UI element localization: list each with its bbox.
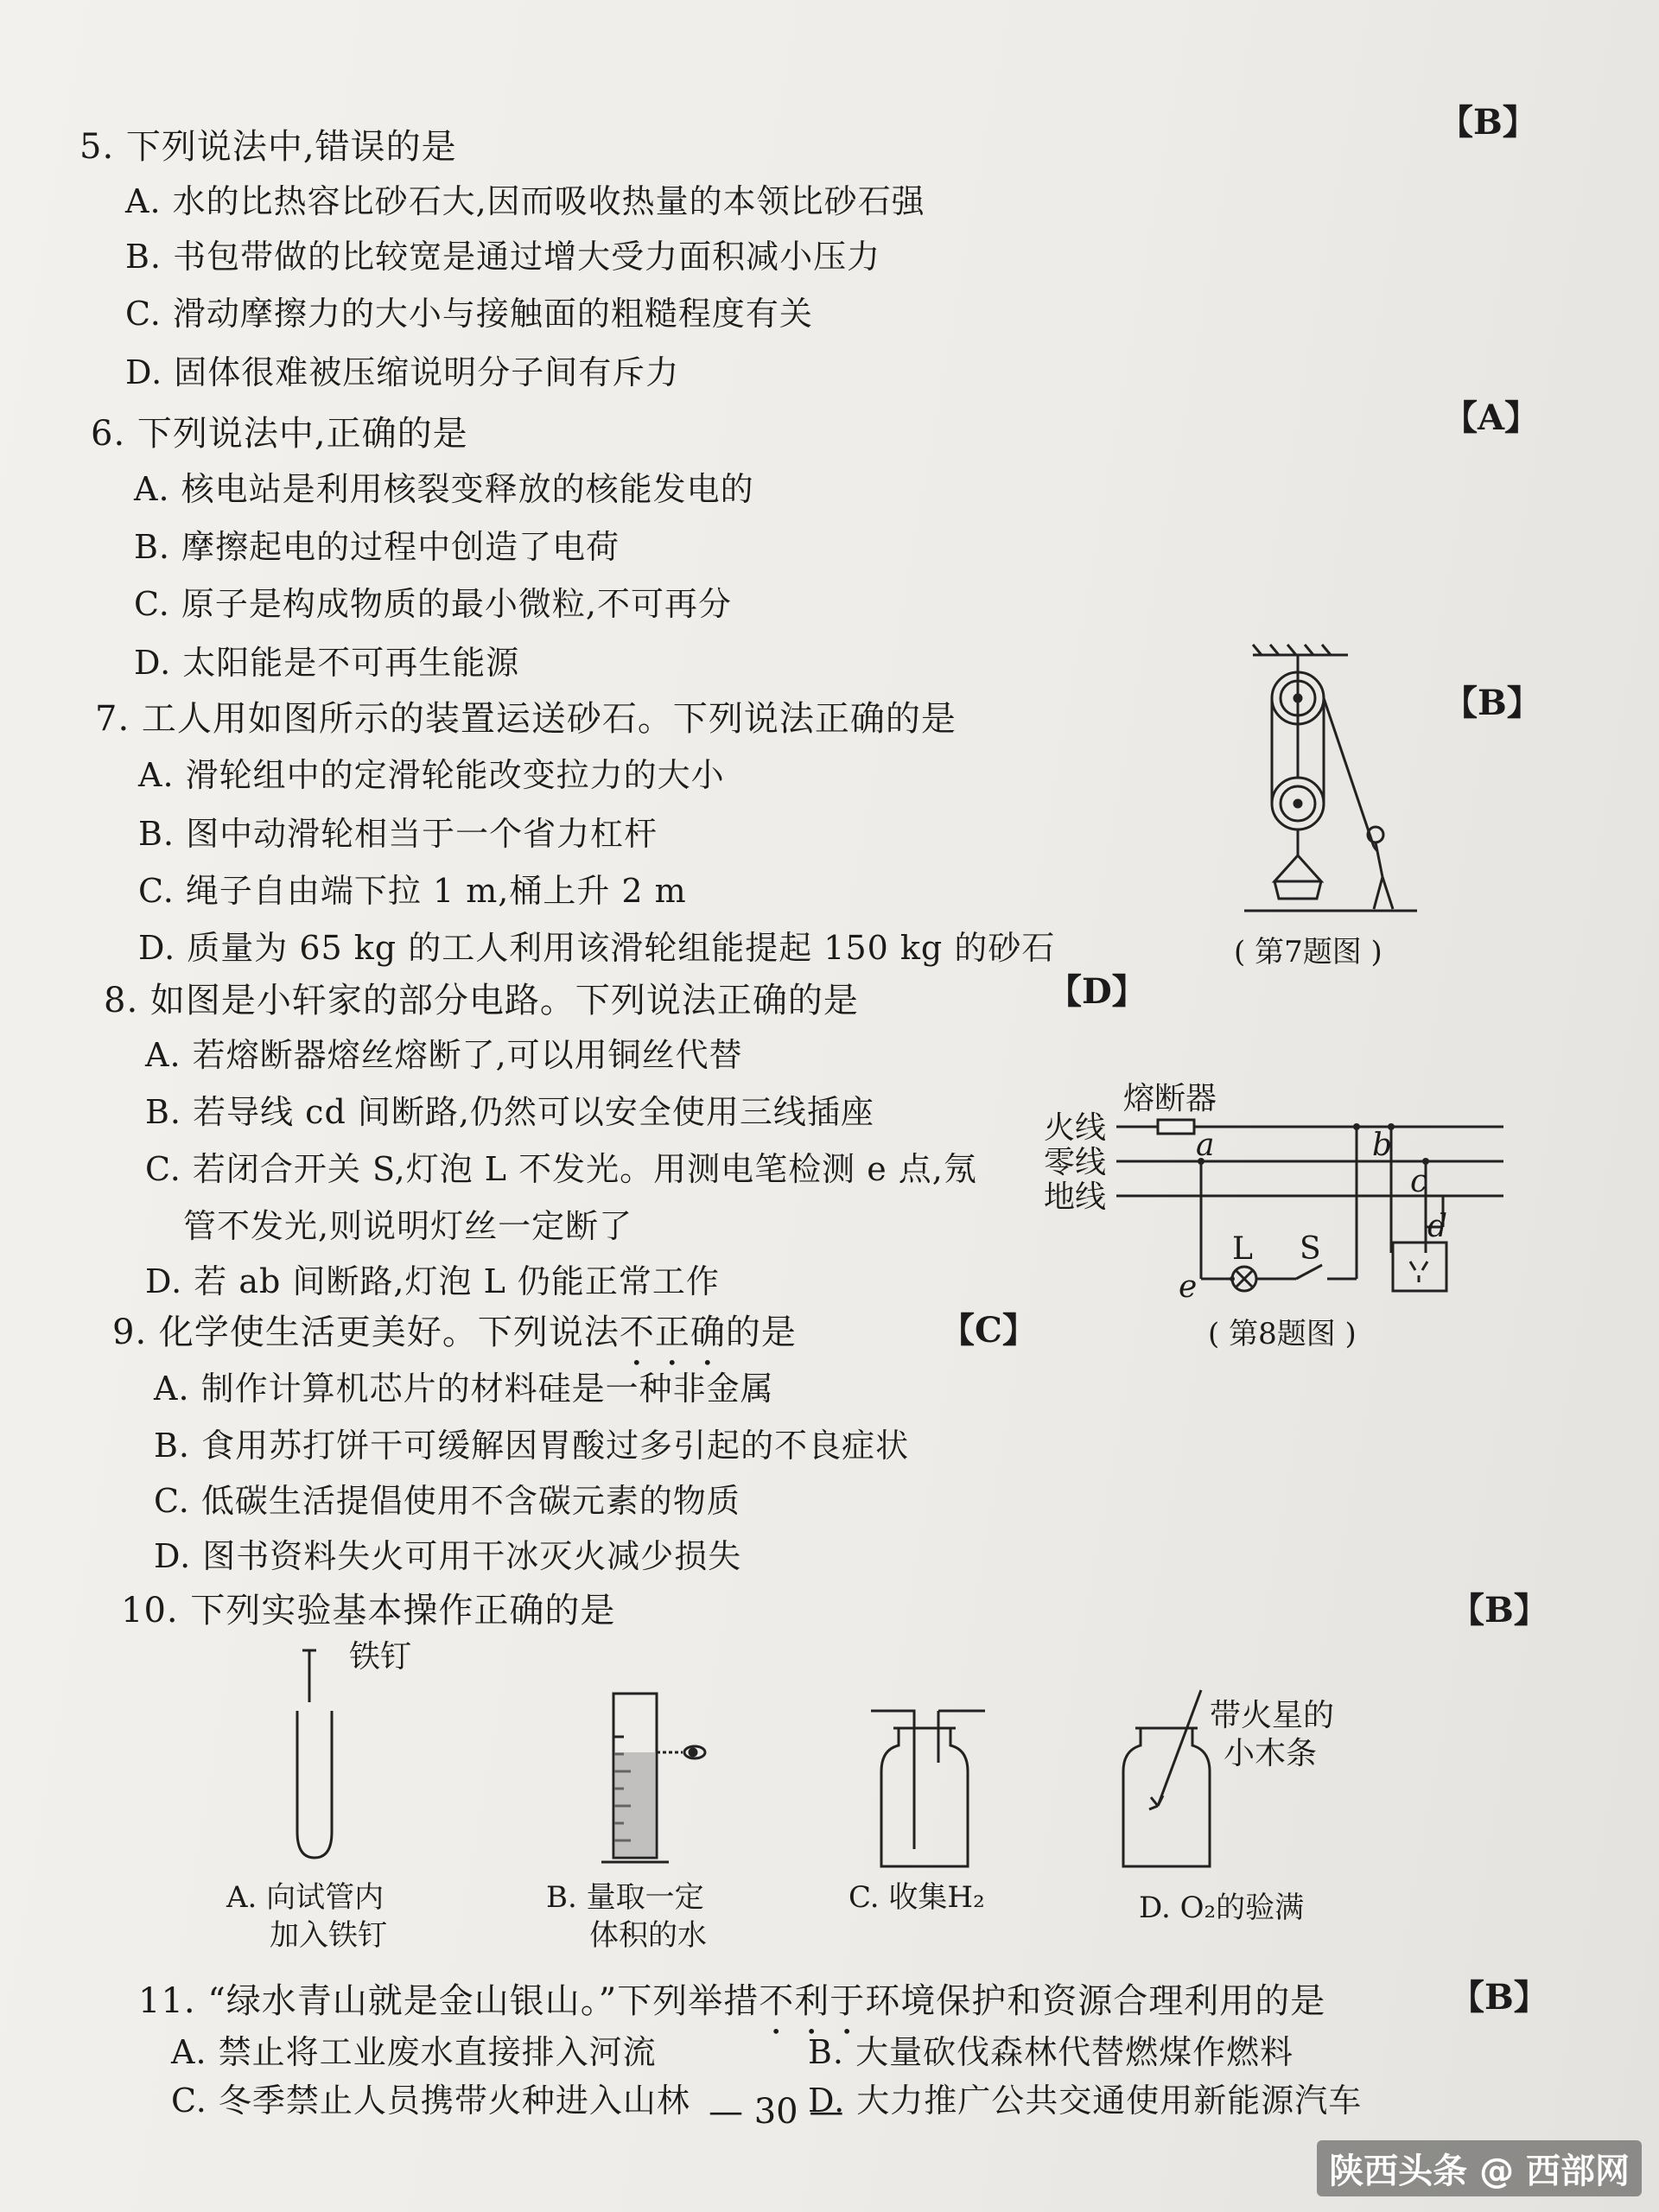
q11-option-c: C. 冬季禁止人员携带火种进入山林	[171, 2082, 690, 2120]
point-c-label: c	[1410, 1164, 1428, 1199]
gas-bottle-figure	[864, 1702, 994, 1875]
q11-option-d: D. 大力推广公共交通使用新能源汽车	[808, 2082, 1363, 2120]
nail-label: 铁钉	[349, 1639, 412, 1675]
q8-option-a: A. 若熔断器熔丝熔断了,可以用铜丝代替	[145, 1036, 743, 1074]
q10-caption-a2: 加入铁钉	[270, 1918, 387, 1953]
q8-option-c: C. 若闭合开关 S,灯泡 L 不发光。用测电笔检测 e 点,氖	[145, 1150, 977, 1188]
watermark: 陕西头条 @ 西部网	[1317, 2140, 1642, 2196]
live-wire-label: 火线	[1044, 1110, 1107, 1146]
q9-stem: 9. 化学使生活更美好。下列说法不正确的是	[112, 1313, 797, 1352]
earth-wire-label: 地线	[1044, 1179, 1107, 1215]
q8-option-d: D. 若 ab 间断路,灯泡 L 仍能正常工作	[145, 1262, 720, 1300]
q9-option-a: A. 制作计算机芯片的材料硅是一种非金属	[154, 1370, 774, 1408]
q9-option-b: B. 食用苏打饼干可缓解因胃酸过多引起的不良症状	[154, 1427, 910, 1465]
q8-option-c-cont: 管不发光,则说明灯丝一定断了	[183, 1207, 633, 1245]
q6-option-c: C. 原子是构成物质的最小微粒,不可再分	[134, 585, 732, 623]
q5-option-d: D. 固体很难被压缩说明分子间有斥力	[125, 353, 680, 391]
splint-label-2: 小木条	[1224, 1736, 1318, 1771]
q5-option-c: C. 滑动摩擦力的大小与接触面的粗糙程度有关	[125, 295, 813, 333]
fuse-label: 熔断器	[1123, 1081, 1217, 1116]
q7-caption: ( 第7题图 )	[1234, 935, 1382, 969]
q10-caption-b2: 体积的水	[589, 1918, 707, 1953]
q9-emphasis: 不正确	[619, 1313, 726, 1352]
q9-answer: 【C】	[940, 1310, 1037, 1351]
q5-answer: 【B】	[1439, 102, 1537, 143]
q8-option-b: B. 若导线 cd 间断路,仍然可以安全使用三线插座	[145, 1093, 874, 1131]
q10-stem: 10. 下列实验基本操作正确的是	[121, 1591, 616, 1630]
q7-option-b: B. 图中动滑轮相当于一个省力杠杆	[138, 815, 658, 853]
pulley-figure	[1244, 639, 1417, 925]
q11-answer: 【B】	[1450, 1977, 1548, 2018]
q7-stem: 7. 工人用如图所示的装置运送砂石。下列说法正确的是	[95, 699, 957, 739]
q8-answer: 【D】	[1047, 971, 1147, 1012]
graduated-cylinder-figure	[596, 1685, 717, 1875]
q8-caption: ( 第8题图 )	[1208, 1317, 1357, 1351]
q7-option-c: C. 绳子自由端下拉 1 m,桶上升 2 m	[138, 872, 687, 910]
q5-option-a: A. 水的比热容比砂石大,因而吸收热量的本领比砂石强	[125, 182, 925, 220]
q10-caption-c: C. 收集H₂	[849, 1880, 985, 1915]
q6-answer: 【A】	[1443, 397, 1540, 438]
q11-stem: 11. “绿水青山就是金山银山。”下列举措不利于环境保护和资源合理利用的是	[138, 1981, 1326, 2021]
q6-option-b: B. 摩擦起电的过程中创造了电荷	[134, 528, 620, 566]
q11-option-a: A. 禁止将工业废水直接排入河流	[171, 2033, 657, 2071]
q10-caption-d: D. O₂的验满	[1139, 1891, 1305, 1925]
splint-label-1: 带火星的	[1210, 1698, 1335, 1733]
circuit-figure	[1037, 1080, 1521, 1313]
q10-caption-b1: B. 量取一定	[546, 1880, 704, 1915]
q6-option-a: A. 核电站是利用核裂变释放的核能发电的	[134, 470, 754, 508]
switch-label: S	[1300, 1231, 1321, 1267]
neutral-wire-label: 零线	[1044, 1145, 1107, 1180]
page-number: — 30 —	[709, 2092, 844, 2132]
q8-stem: 8. 如图是小轩家的部分电路。下列说法正确的是	[104, 981, 859, 1020]
point-b-label: b	[1372, 1128, 1393, 1163]
q5-stem: 5. 下列说法中,错误的是	[79, 127, 457, 167]
point-a-label: a	[1196, 1128, 1215, 1163]
test-tube-figure	[285, 1642, 354, 1866]
point-e-label: e	[1179, 1269, 1198, 1305]
q10-caption-a1: A. 向试管内	[226, 1880, 385, 1915]
q7-answer: 【B】	[1443, 683, 1541, 723]
lamp-label: L	[1232, 1231, 1253, 1267]
q10-answer: 【B】	[1450, 1590, 1548, 1630]
q9-option-d: D. 图书资料失火可用干冰灭火减少损失	[154, 1537, 742, 1575]
q6-stem: 6. 下列说法中,正确的是	[91, 414, 468, 454]
q5-option-b: B. 书包带做的比较宽是通过增大受力面积减小压力	[125, 238, 881, 276]
point-d-label: d	[1427, 1209, 1448, 1244]
q7-option-a: A. 滑轮组中的定滑轮能改变拉力的大小	[138, 756, 725, 794]
q7-option-d: D. 质量为 65 kg 的工人利用该滑轮组能提起 150 kg 的砂石	[138, 929, 1056, 967]
q6-option-d: D. 太阳能是不可再生能源	[134, 644, 520, 682]
q11-option-b: B. 大量砍伐森林代替燃煤作燃料	[808, 2033, 1294, 2071]
q11-emphasis: 不利于	[759, 1981, 866, 2021]
q9-option-c: C. 低碳生活提倡使用不含碳元素的物质	[154, 1482, 741, 1520]
